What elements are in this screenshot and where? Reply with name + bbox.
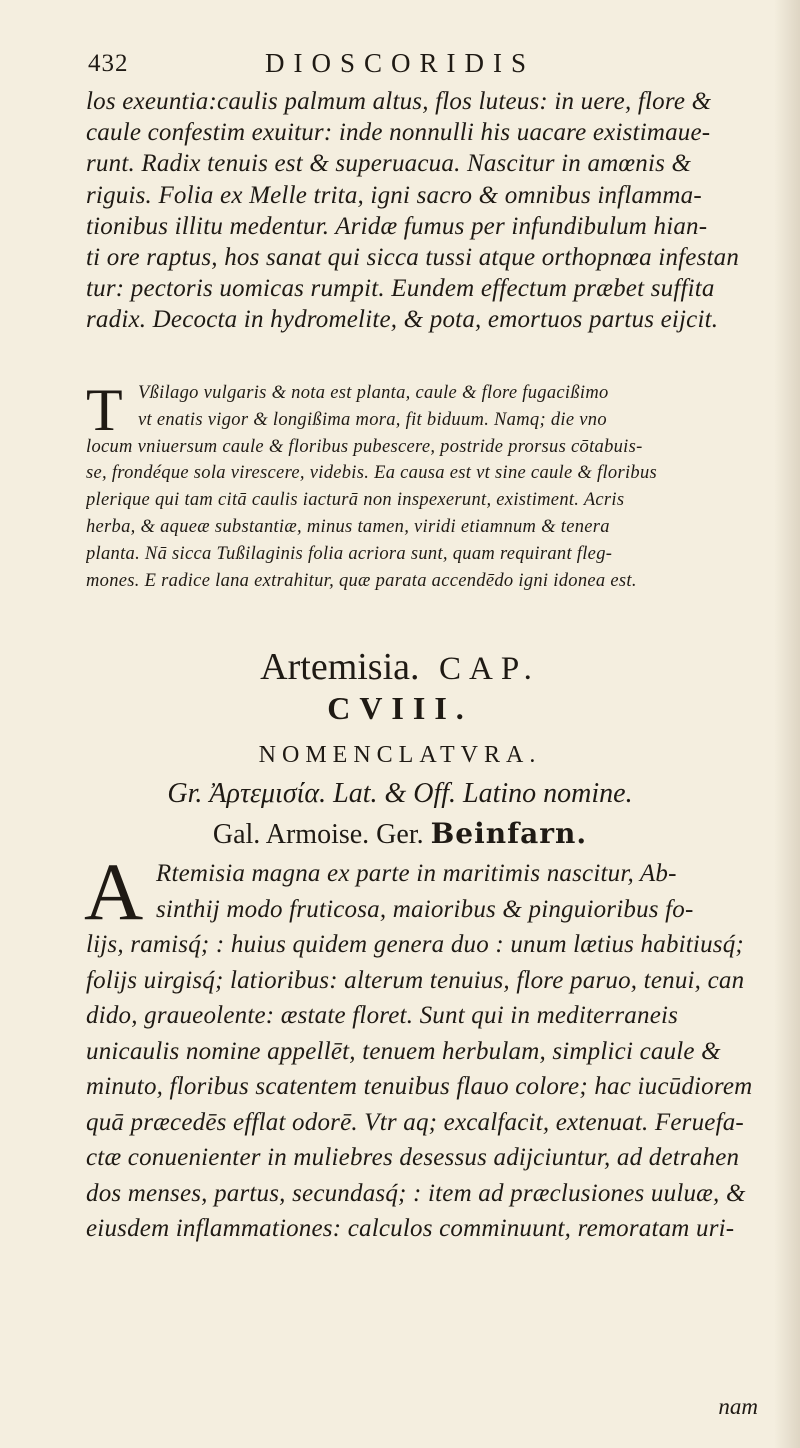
running-head: DIOSCORIDIS xyxy=(264,48,536,78)
chapter-number: CVIII. xyxy=(327,690,473,726)
text-line: caule confestim exuitur: inde nonnulli his uacare existimaue- xyxy=(86,119,711,147)
nomenclature-heading: NOMENCLATVRA. xyxy=(258,742,542,768)
text-line: eiusdem inflammationes: calculos comminuunt, remoratam uri- xyxy=(86,1215,735,1242)
catchword: nam xyxy=(718,1394,758,1419)
chapter-heading: Artemisia. xyxy=(260,646,420,688)
synonym-german-blackletter: Beinfarn. xyxy=(430,817,588,850)
text-line: minuto, floribus scatentem tenuibus flauo colore; hac iucūdiorem xyxy=(86,1073,753,1100)
annotation-block xyxy=(86,377,782,594)
synonyms-gal-ger: Gal. Armoise. Ger. xyxy=(212,819,424,850)
text-line: lijs, ramisq́; : huius quidem genera duo : unum lætius habitiusq́; xyxy=(86,931,744,958)
drop-cap-t: T xyxy=(86,377,123,443)
text-line: plerique qui tam citā caulis iacturā non inspexerunt, existiment. Acris xyxy=(86,490,625,511)
text-line: locum vniuersum caule & floribus pubescere, postride prorsus cōtabuis- xyxy=(86,436,643,457)
text-line: herba, & aqueæ substantiæ, minus tamen, viridi etiamnum & tenera xyxy=(86,516,610,537)
text-line: folijs uirgisq́; latioribus: alterum tenuius, flore paruo, tenui, can xyxy=(86,966,745,994)
text-line: sinthij modo fruticosa, maioribus & pinguioribus fo- xyxy=(156,895,694,923)
text-line: dos menses, partus, secundasq́; : item ad præclusiones uuluæ, & xyxy=(86,1179,746,1207)
text-line: unicaulis nomine appellēt, tenuem herbulam, simplici caule & xyxy=(86,1037,721,1065)
text-line: los exeuntia:caulis palmum altus, flos luteus: in uere, flore & xyxy=(86,88,712,115)
text-line: ctæ conuenienter in muliebres desessus adijciuntur, ad detrahen xyxy=(86,1144,740,1171)
chapter-title xyxy=(0,645,800,689)
drop-cap-a: A xyxy=(84,846,144,937)
text-line: quā præcedēs efflat odorē. Vtr aq; excalfacit, extenuat. Feruefa- xyxy=(86,1108,744,1136)
text-line: Rtemisia magna ex parte in maritimis nascitur, Ab- xyxy=(156,860,677,887)
page-number: 432 xyxy=(88,50,129,77)
chapter-cap-label: CAP. xyxy=(439,651,540,687)
chapter-body xyxy=(86,856,782,1247)
text-line: vt enatis vigor & longißima mora, fit biduum. Namq; die vno xyxy=(138,409,607,430)
text-line: Vßilago vulgaris & nota est planta, caule & flore fugacißimo xyxy=(138,383,609,403)
text-line: dido, graueolente: æstate floret. Sunt qui in mediterraneis xyxy=(86,1002,679,1029)
page-header xyxy=(0,44,800,84)
text-line: runt. Radix tenuis est & superuacua. Nascitur in amœnis & xyxy=(86,150,692,178)
text-line: se, frondéque sola virescere, videbis. Ea causa est vt sine caule & floribus xyxy=(86,463,658,484)
text-line: planta. Nā sicca Tußilaginis folia acriora sunt, quam requirant fleg- xyxy=(86,543,613,564)
text-line: radix. Decocta in hydromelite, & pota, emortuos partus eijcit. xyxy=(86,306,719,334)
text-line: ti ore raptus, hos sanat qui sicca tussi atque orthopnœa infestan xyxy=(86,243,740,271)
synonyms-line: Gr. Ἀρτεμισία. Lat. & Off. Latino nomine. xyxy=(167,778,633,809)
text-line: riguis. Folia ex Melle trita, igni sacro & omnibus inflamma- xyxy=(86,181,702,209)
text-line: tur: pectoris uomicas rumpit. Eundem effectum præbet suffita xyxy=(86,275,715,303)
text-line: tionibus illitu medentur. Aridæ fumus per infundibulum hian- xyxy=(86,212,708,240)
text-line: mones. E radice lana extrahitur, quæ parata accendēdo igni idonea est. xyxy=(86,570,637,591)
text-block-continued xyxy=(86,86,782,336)
